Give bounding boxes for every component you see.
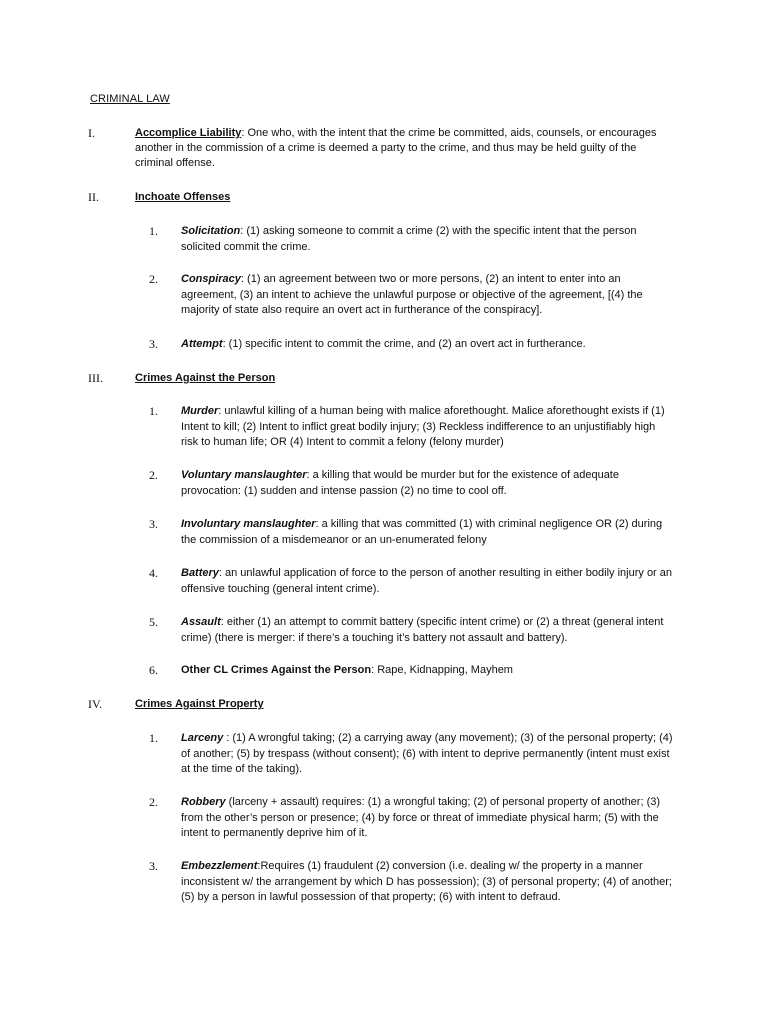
- section-heading: Crimes Against Property: [135, 698, 264, 710]
- item-term: Attempt: [181, 338, 223, 350]
- section-number: II.: [88, 190, 99, 204]
- item-number: 3.: [149, 517, 158, 531]
- list-item: [181, 795, 673, 842]
- list-item: [181, 404, 673, 451]
- item-text: : (1) specific intent to commit the crime, and (2) an overt act in furtherance.: [222, 338, 586, 350]
- item-term: Murder: [181, 405, 219, 417]
- list-item: [181, 566, 673, 597]
- item-text: : (1) asking someone to commit a crime (2) with the specific intent that the person solicited commit the crime.: [181, 225, 637, 253]
- list-item: [181, 517, 673, 548]
- item-term: Larceny: [181, 732, 224, 744]
- section-number: I.: [88, 126, 95, 140]
- item-term: Assault: [181, 616, 221, 628]
- item-term: Other CL Crimes Against the Person: [181, 664, 372, 676]
- item-number: 2.: [149, 468, 158, 482]
- item-text: : a killing that would be murder but for the existence of adequate provocation: (1) sudden and intense passion (2) no time to cool off.: [181, 469, 619, 497]
- item-term: Conspiracy: [181, 273, 241, 285]
- item-text: : unlawful killing of a human being with malice aforethought. Malice aforethought exists if (1) Intent to kill; (2) Intent to inflict great bodily injury; (3) Reckless indifference to an unjustifiably high risk to human life; OR (4) Intent to commit a felony (felony murder): [181, 405, 665, 448]
- item-text: : Rape, Kidnapping, Mayhem: [371, 664, 513, 676]
- item-number: 1.: [149, 731, 158, 745]
- item-number: 5.: [149, 615, 158, 629]
- list-item: [181, 468, 673, 499]
- list-item: [181, 337, 673, 353]
- item-term: Robbery: [181, 796, 226, 808]
- section-term: Accomplice Liability: [135, 127, 242, 139]
- item-term: Solicitation: [181, 225, 241, 237]
- item-number: 6.: [149, 663, 158, 677]
- item-term: Voluntary manslaughter: [181, 469, 307, 481]
- item-text: : an unlawful application of force to the person of another resulting in either bodily injury or an offensive touching (general intent crime).: [181, 567, 673, 595]
- item-text: : either (1) an attempt to commit battery (specific intent crime) or (2) a threat (general intent crime) (there is merger: if there’s a touching it’s battery not assault and battery).: [181, 616, 664, 644]
- list-item: [181, 272, 673, 319]
- item-text: (larceny + assault) requires: (1) a wrongful taking; (2) of personal property of another; (3) from the other’s person or presence; (4) by force or threat of immediate physical harm; (5) with the intent to permanently deprive him of it.: [181, 796, 661, 839]
- list-item: [181, 859, 673, 906]
- accomplice-liability-paragraph: [135, 126, 675, 171]
- item-term: Embezzlement: [181, 860, 258, 872]
- section-text: : One who, with the intent that the crime be committed, aids, counsels, or encourages another in the commission of a crime is deemed a party to the crime, and thus may be held guilty of the criminal offense.: [135, 127, 657, 169]
- item-number: 3.: [149, 337, 158, 351]
- document-title: CRIMINAL LAW: [90, 93, 170, 105]
- item-number: 1.: [149, 404, 158, 418]
- section-number: III.: [88, 371, 103, 385]
- item-number: 2.: [149, 795, 158, 809]
- item-text: : (1) an agreement between two or more persons, (2) an intent to enter into an agreement, (3) an intent to achieve the unlawful purpose or objective of the agreement, [(4) the majority of state also require an overt act in furtherance of the conspiracy].: [181, 273, 643, 316]
- item-text: : a killing that was committed (1) with criminal negligence OR (2) during the commission of a misdemeanor or an un-enumerated felony: [181, 518, 663, 546]
- list-item: [181, 224, 673, 255]
- section-number: IV.: [88, 697, 103, 711]
- list-item: [181, 615, 673, 646]
- item-number: 3.: [149, 859, 158, 873]
- item-number: 1.: [149, 224, 158, 238]
- list-item: [181, 731, 673, 778]
- list-item: [181, 663, 673, 679]
- item-text: :Requires (1) fraudulent (2) conversion (i.e. dealing w/ the property in a manner inconsistent w/ the arrangement by which D has possession); (3) of personal property; (4) of another; (5) by a person in lawful possession of that property; (6) with intent to defraud.: [181, 860, 672, 903]
- section-heading: Crimes Against the Person: [135, 372, 276, 384]
- item-term: Battery: [181, 567, 219, 579]
- item-number: 4.: [149, 566, 158, 580]
- item-text: : (1) A wrongful taking; (2) a carrying away (any movement); (3) of the personal property; (4) of another; (5) by trespass (without consent); (6) with intent to deprive permanently (intent must exist at the time of the taking).: [181, 732, 673, 775]
- item-number: 2.: [149, 272, 158, 286]
- item-term: Involuntary manslaughter: [181, 518, 316, 530]
- section-heading: Inchoate Offenses: [135, 191, 231, 203]
